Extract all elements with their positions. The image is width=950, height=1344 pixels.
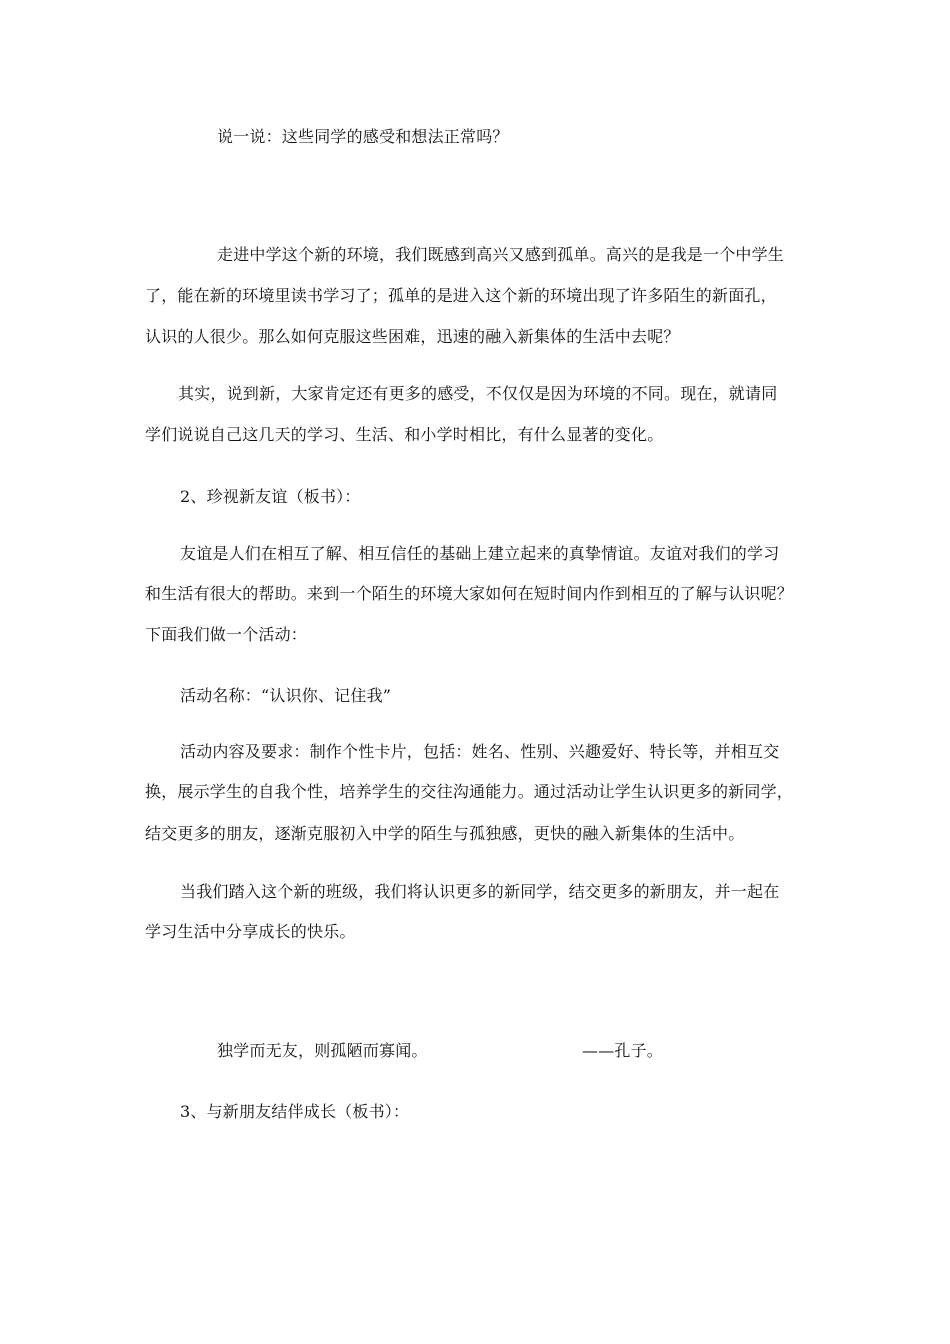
paragraph-line: 其实，说到新，大家肯定还有更多的感受，不仅仅是因为环境的不同。现在，就请同 bbox=[178, 384, 778, 403]
paragraph-line: 走进中学这个新的环境，我们既感到高兴又感到孤单。高兴的是我是一个中学生 bbox=[217, 245, 785, 264]
paragraph-line: 下面我们做一个活动： bbox=[145, 625, 308, 644]
paragraph-line: 友谊是人们在相互了解、相互信任的基础上建立起来的真挚情谊。友谊对我们的学习 bbox=[180, 544, 780, 563]
activity-name: 活动名称：“认识你、记住我” bbox=[180, 686, 392, 705]
paragraph-line: 活动内容及要求：制作个性卡片，包括：姓名、性别、兴趣爱好、特长等，并相互交 bbox=[180, 742, 780, 761]
quote-text: 独学而无友，则孤陋而寡闻。 bbox=[217, 1041, 428, 1060]
paragraph-line: 学们说说自己这几天的学习、生活、和小学时相比，有什么显著的变化。 bbox=[145, 425, 664, 444]
paragraph-line: 和生活有很大的帮助。来到一个陌生的环境大家如何在短时间内作到相互的了解与认识呢？ bbox=[145, 584, 794, 603]
section-heading-3: 3、与新朋友结伴成长（板书）： bbox=[180, 1102, 410, 1121]
quote-author: ——孔子。 bbox=[582, 1041, 664, 1060]
section-heading-2: 2、珍视新友谊（板书）： bbox=[180, 487, 361, 506]
paragraph-line: 了，能在新的环境里读书学习了；孤单的是进入这个新的环境出现了许多陌生的新面孔， bbox=[145, 286, 777, 305]
paragraph-line: 认识的人很少。那么如何克服这些困难，迅速的融入新集体的生活中去呢？ bbox=[145, 327, 680, 346]
paragraph-line: 当我们踏入这个新的班级，我们将认识更多的新同学，结交更多的新朋友，并一起在 bbox=[180, 882, 780, 901]
paragraph-line: 结交更多的朋友，逐渐克服初入中学的陌生与孤独感，更快的融入新集体的生活中。 bbox=[145, 824, 745, 843]
paragraph-line: 换，展示学生的自我个性，培养学生的交往沟通能力。通过活动让学生认识更多的新同学， bbox=[145, 782, 794, 801]
prompt-question: 说一说：这些同学的感受和想法正常吗？ bbox=[217, 127, 509, 146]
paragraph-line: 学习生活中分享成长的快乐。 bbox=[145, 922, 356, 941]
